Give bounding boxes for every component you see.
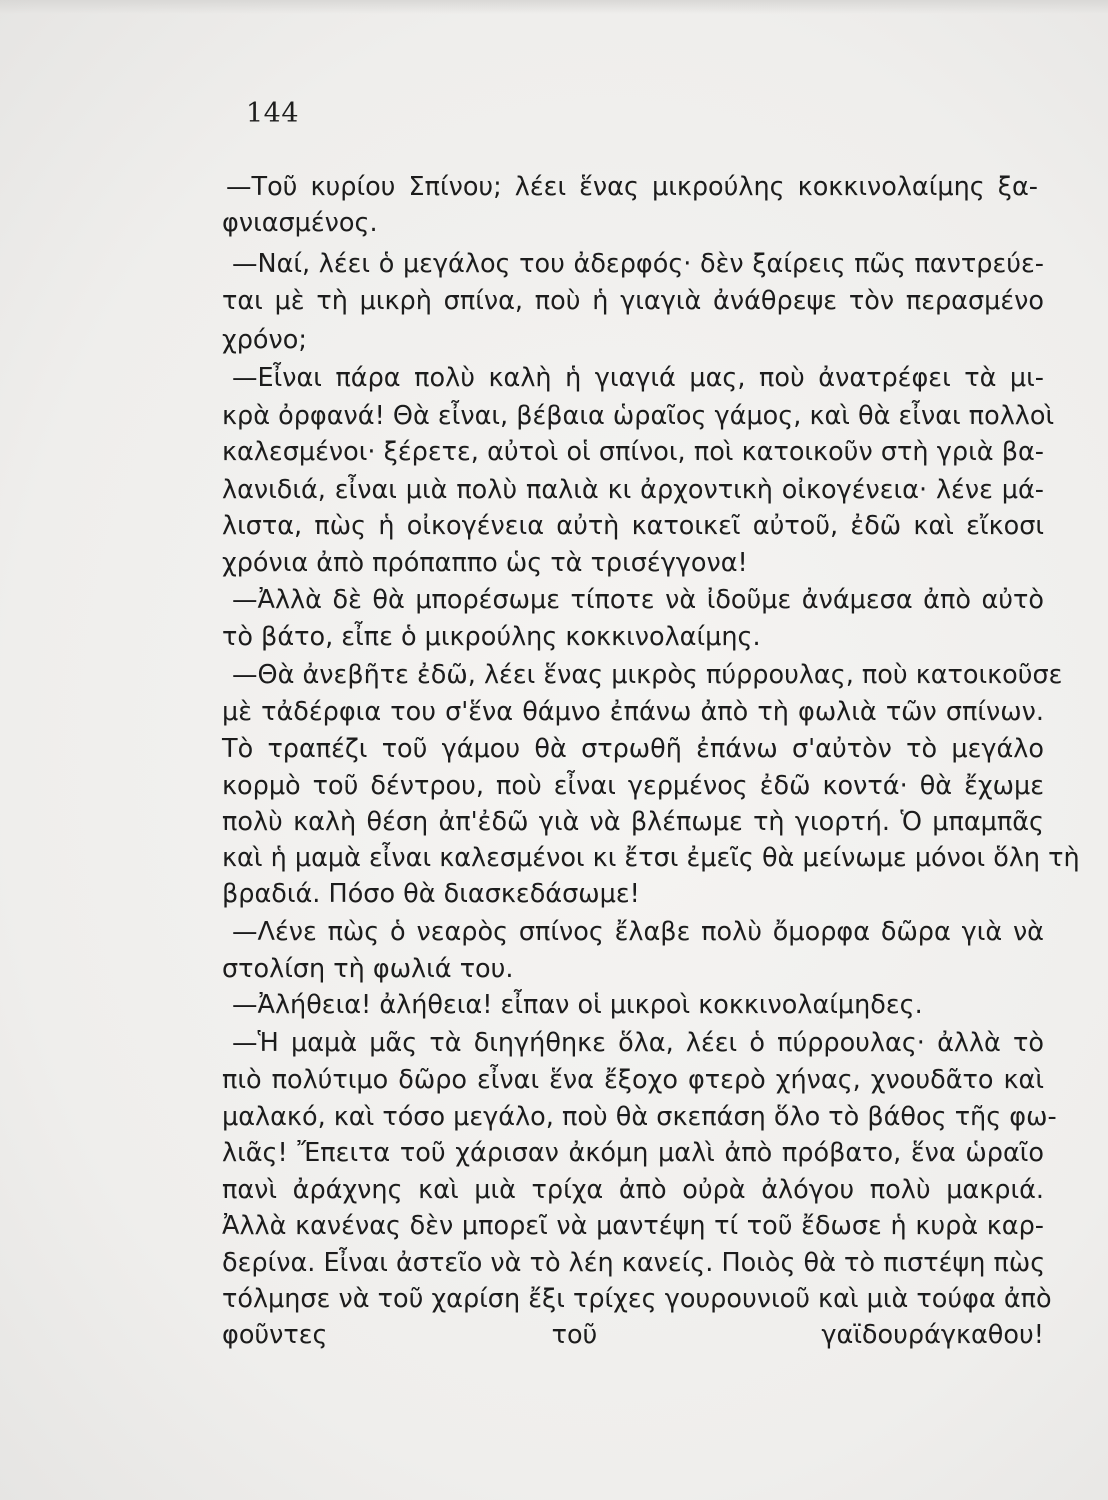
text-line: ται μὲ τὴ μικρὴ σπίνα, ποὺ ἡ γιαγιὰ ἀνάθρεψε τὸν περασμένο [222,286,1044,316]
text-line: —Εἶναι πάρα πολὺ καλὴ ἡ γιαγιά μας, ποὺ ἀνατρέφει τὰ μι- [232,363,1044,393]
text-line: μὲ τἀδέρφια του σ'ἕνα θάμνο ἐπάνω ἀπὸ τὴ φωλιὰ τῶν σπίνων. [222,697,1044,727]
text-line: λανιδιά, εἶναι μιὰ πολὺ παλιὰ κι ἀρχοντικὴ οἰκογένεια· λένε μά- [222,475,1044,505]
text-line: πιὸ πολύτιμο δῶρο εἶναι ἕνα ἔξοχο φτερὸ χήνας, χνουδᾶτο καὶ [222,1065,1044,1095]
text-line: χρόνια ἀπὸ πρόπαππο ὡς τὰ τρισέγγονα! [222,548,748,578]
text-line: πολὺ καλὴ θέση ἀπ'ἐδῶ γιὰ νὰ βλέπωμε τὴ γιορτή. Ὁ μπαμπᾶς [222,807,1044,837]
text-line: πανὶ ἀράχνης καὶ μιὰ τρίχα ἀπὸ οὐρὰ ἀλόγου πολὺ μακριά. [222,1175,1044,1205]
text-line: κορμὸ τοῦ δέντρου, ποὺ εἶναι γερμένος ἐδῶ κοντά· θὰ ἔχωμε [222,771,1044,801]
text-line: καὶ ἡ μαμὰ εἶναι καλεσμένοι κι ἔτσι ἐμεῖς θὰ μείνωμε μόνοι ὅλη τὴ [222,843,1080,873]
text-line: τόλμησε νὰ τοῦ χαρίση ἔξι τρίχες γουρουνιοῦ καὶ μιὰ τούφα ἀπὸ [222,1284,1052,1314]
text-line: λιστα, πὼς ἡ οἰκογένεια αὐτὴ κατοικεῖ αὐτοῦ, ἐδῶ καὶ εἴκοσι [222,511,1044,541]
text-line: στολίση τὴ φωλιά του. [222,954,514,984]
text-line: χρόνο; [222,325,307,355]
text-line: βραδιά. Πόσο θὰ διασκεδάσωμε! [222,879,640,909]
text-line: τὸ βάτο, εἶπε ὁ μικρούλης κοκκινολαίμης. [222,622,761,652]
text-line: —Τοῦ κυρίου Σπίνου; λέει ἕνας μικρούλης κοκκινολαίμης ξα- [226,172,1038,202]
text-line: —Ἀλλὰ δὲ θὰ μπορέσωμε τίποτε νὰ ἰδοῦμε ἀνάμεσα ἀπὸ αὐτὸ [232,585,1044,615]
text-line: λιᾶς! Ἔπειτα τοῦ χάρισαν ἀκόμη μαλὶ ἀπὸ πρόβατο, ἕνα ὡραῖο [222,1138,1044,1168]
text-line: —Ἡ μαμὰ μᾶς τὰ διηγήθηκε ὅλα, λέει ὁ πύρρουλας· ἀλλὰ τὸ [232,1028,1044,1058]
text-line: Ἀλλὰ κανένας δὲν μπορεῖ νὰ μαντέψη τί τοῦ ἔδωσε ἡ κυρὰ καρ- [222,1211,1044,1241]
text-line: καλεσμένοι· ξέρετε, αὐτοὶ οἱ σπίνοι, ποὶ κατοικοῦν στὴ γριὰ βα- [222,437,1044,467]
text-line: φοῦντες τοῦ γαϊδουράγκαθου! [222,1320,1044,1350]
text-line: —Θὰ ἀνεβῆτε ἐδῶ, λέει ἕνας μικρὸς πύρρουλας, ποὺ κατοικοῦσε [232,660,1063,690]
text-line: δερίνα. Εἶναι ἀστεῖο νὰ τὸ λέη κανείς. Ποιὸς θὰ τὸ πιστέψη πὼς [222,1248,1046,1278]
text-line: —Ἀλήθεια! ἀλήθεια! εἶπαν οἱ μικροὶ κοκκινολαίμηδες. [232,990,923,1020]
page-number: 144 [246,98,300,129]
page-edge-shadow [0,0,1108,14]
text-line: —Ναί, λέει ὁ μεγάλος του ἀδερφός· δὲν ξαίρεις πῶς παντρεύε- [232,249,1044,279]
text-line: μαλακό, καὶ τόσο μεγάλο, ποὺ θὰ σκεπάση ὅλο τὸ βάθος τῆς φω- [222,1102,1057,1132]
text-line: —Λένε πὼς ὁ νεαρὸς σπίνος ἔλαβε πολὺ ὄμορφα δῶρα γιὰ νὰ [232,917,1044,947]
text-line: Τὸ τραπέζι τοῦ γάμου θὰ στρωθῆ ἐπάνω σ'αὐτὸν τὸ μεγάλο [222,734,1044,764]
text-line: κρὰ ὀρφανά! Θὰ εἶναι, βέβαια ὡραῖος γάμος, καὶ θὰ εἶναι πολλοὶ [222,401,1055,431]
text-line: φνιασμένος. [222,208,378,238]
